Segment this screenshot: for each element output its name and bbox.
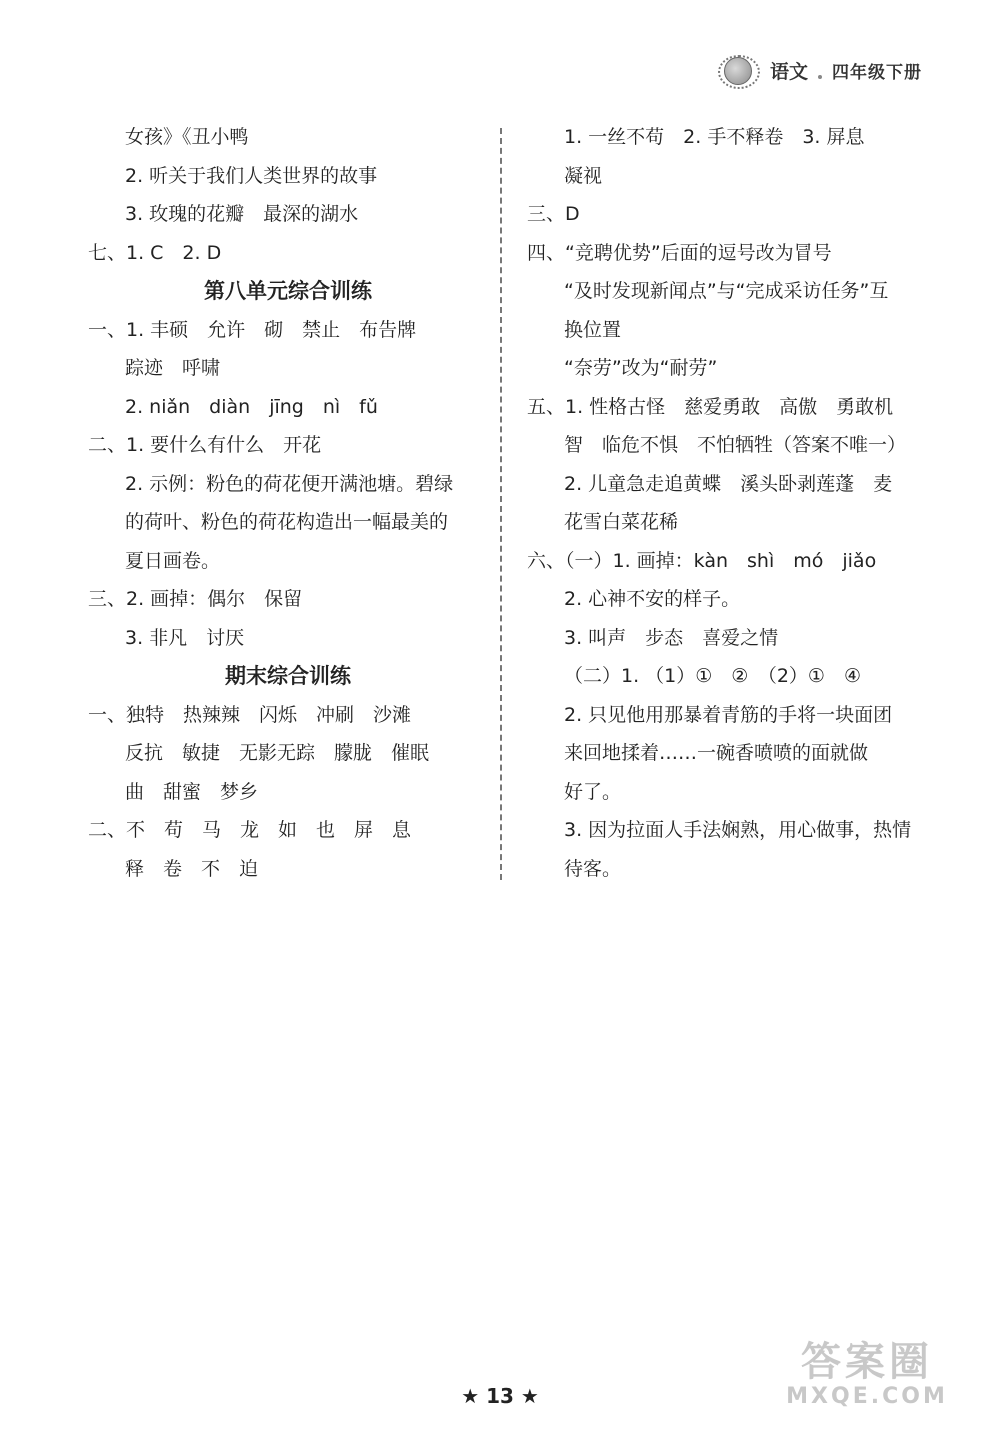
right-answer-column [527, 118, 927, 888]
answer-line: 好了。 [564, 780, 622, 803]
answer-line: 来回地揉着……一碗香喷喷的面就做 [564, 742, 869, 764]
answer-line: 3. 非凡 讨厌 [125, 626, 245, 649]
left-answer-column [88, 118, 488, 888]
watermark-logo [772, 1340, 962, 1420]
answer-line: 的荷叶、粉色的荷花构造出一幅最美的 [125, 511, 449, 533]
answer-line: “奈劳”改为“耐劳” [564, 357, 718, 379]
answer-line: 一、独特 热辣辣 闪烁 冲刷 沙滩 [88, 703, 412, 726]
answer-line: 3. 因为拉面人手法娴熟，用心做事，热情 [564, 819, 912, 841]
watermark-url: MXQE.COM [786, 1384, 948, 1409]
answer-line: 2. 听关于我们人类世界的故事 [125, 164, 378, 187]
subject-label: 语文 [769, 60, 808, 83]
answer-line: 换位置 [564, 318, 622, 341]
answer-line: 智 临危不惧 不怕牺牲（答案不唯一） [564, 434, 907, 456]
answer-line: 六、（一）1. 画掉：kàn shì mó jiǎo [527, 549, 877, 572]
answer-line: 2. 示例：粉色的荷花便开满池塘。碧绿 [125, 472, 454, 495]
answer-line: 三、2. 画掉：偶尔 保留 [88, 588, 303, 610]
answer-line: 二、不 苟 马 龙 如 也 屏 息 [88, 819, 412, 841]
answer-line: 2. niǎn diàn jīng nì fǔ [125, 395, 378, 418]
answer-line: 三、D [527, 203, 580, 225]
answer-line: 曲 甜蜜 梦乡 [125, 780, 259, 803]
answer-line: 3. 玫瑰的花瓣 最深的湖水 [125, 203, 359, 225]
answer-line: 二、1. 要什么有什么 开花 [88, 434, 322, 456]
page-number: ★ 13 ★ [461, 1384, 539, 1408]
header-separator [818, 75, 822, 79]
answer-line: 七、1. C 2. D [88, 241, 222, 264]
answer-line: 3. 叫声 步态 喜爱之情 [564, 626, 779, 649]
section-title: 第八单元综合训练 [204, 279, 372, 303]
column-divider [500, 128, 502, 880]
answer-line: 四、“竞聘优势”后面的逗号改为冒号 [527, 241, 832, 264]
answer-line: 反抗 敏捷 无影无踪 朦胧 催眠 [125, 742, 430, 764]
answer-line: 女孩》《丑小鸭 [125, 126, 249, 148]
answer-line: 花雪白菜花稀 [564, 511, 679, 533]
answer-line: 2. 只见他用那暴着青筋的手将一块面团 [564, 703, 893, 726]
answer-line: 夏日画卷。 [125, 549, 221, 572]
answer-line: 待客。 [564, 857, 622, 880]
watermark-text: 答案圈 [801, 1339, 933, 1385]
answer-line: 2. 心神不安的样子。 [564, 588, 741, 610]
answer-line: 踪迹 呼啸 [125, 357, 221, 379]
answer-line: 2. 儿童急走追黄蝶 溪头卧剥莲蓬 麦 [564, 472, 893, 495]
answer-line: 1. 一丝不苟 2. 手不释卷 3. 屏息 [564, 126, 865, 148]
answer-line: 一、1. 丰硕 允许 砌 禁止 布告牌 [88, 318, 417, 341]
answer-line: 凝视 [564, 164, 603, 187]
answer-line: 释 卷 不 迫 [125, 857, 259, 880]
section-title: 期末综合训练 [225, 664, 351, 688]
sun-mascot-icon [718, 55, 760, 85]
grade-label: 四年级下册 [832, 62, 922, 83]
answer-line: 五、1. 性格古怪 慈爱勇敢 高傲 勇敢机 [527, 395, 894, 418]
answer-line: “及时发现新闻点”与“完成采访任务”互 [564, 280, 889, 302]
answer-line: （二）1. （1）① ② （2）① ④ [564, 665, 861, 687]
page-header [718, 52, 922, 88]
